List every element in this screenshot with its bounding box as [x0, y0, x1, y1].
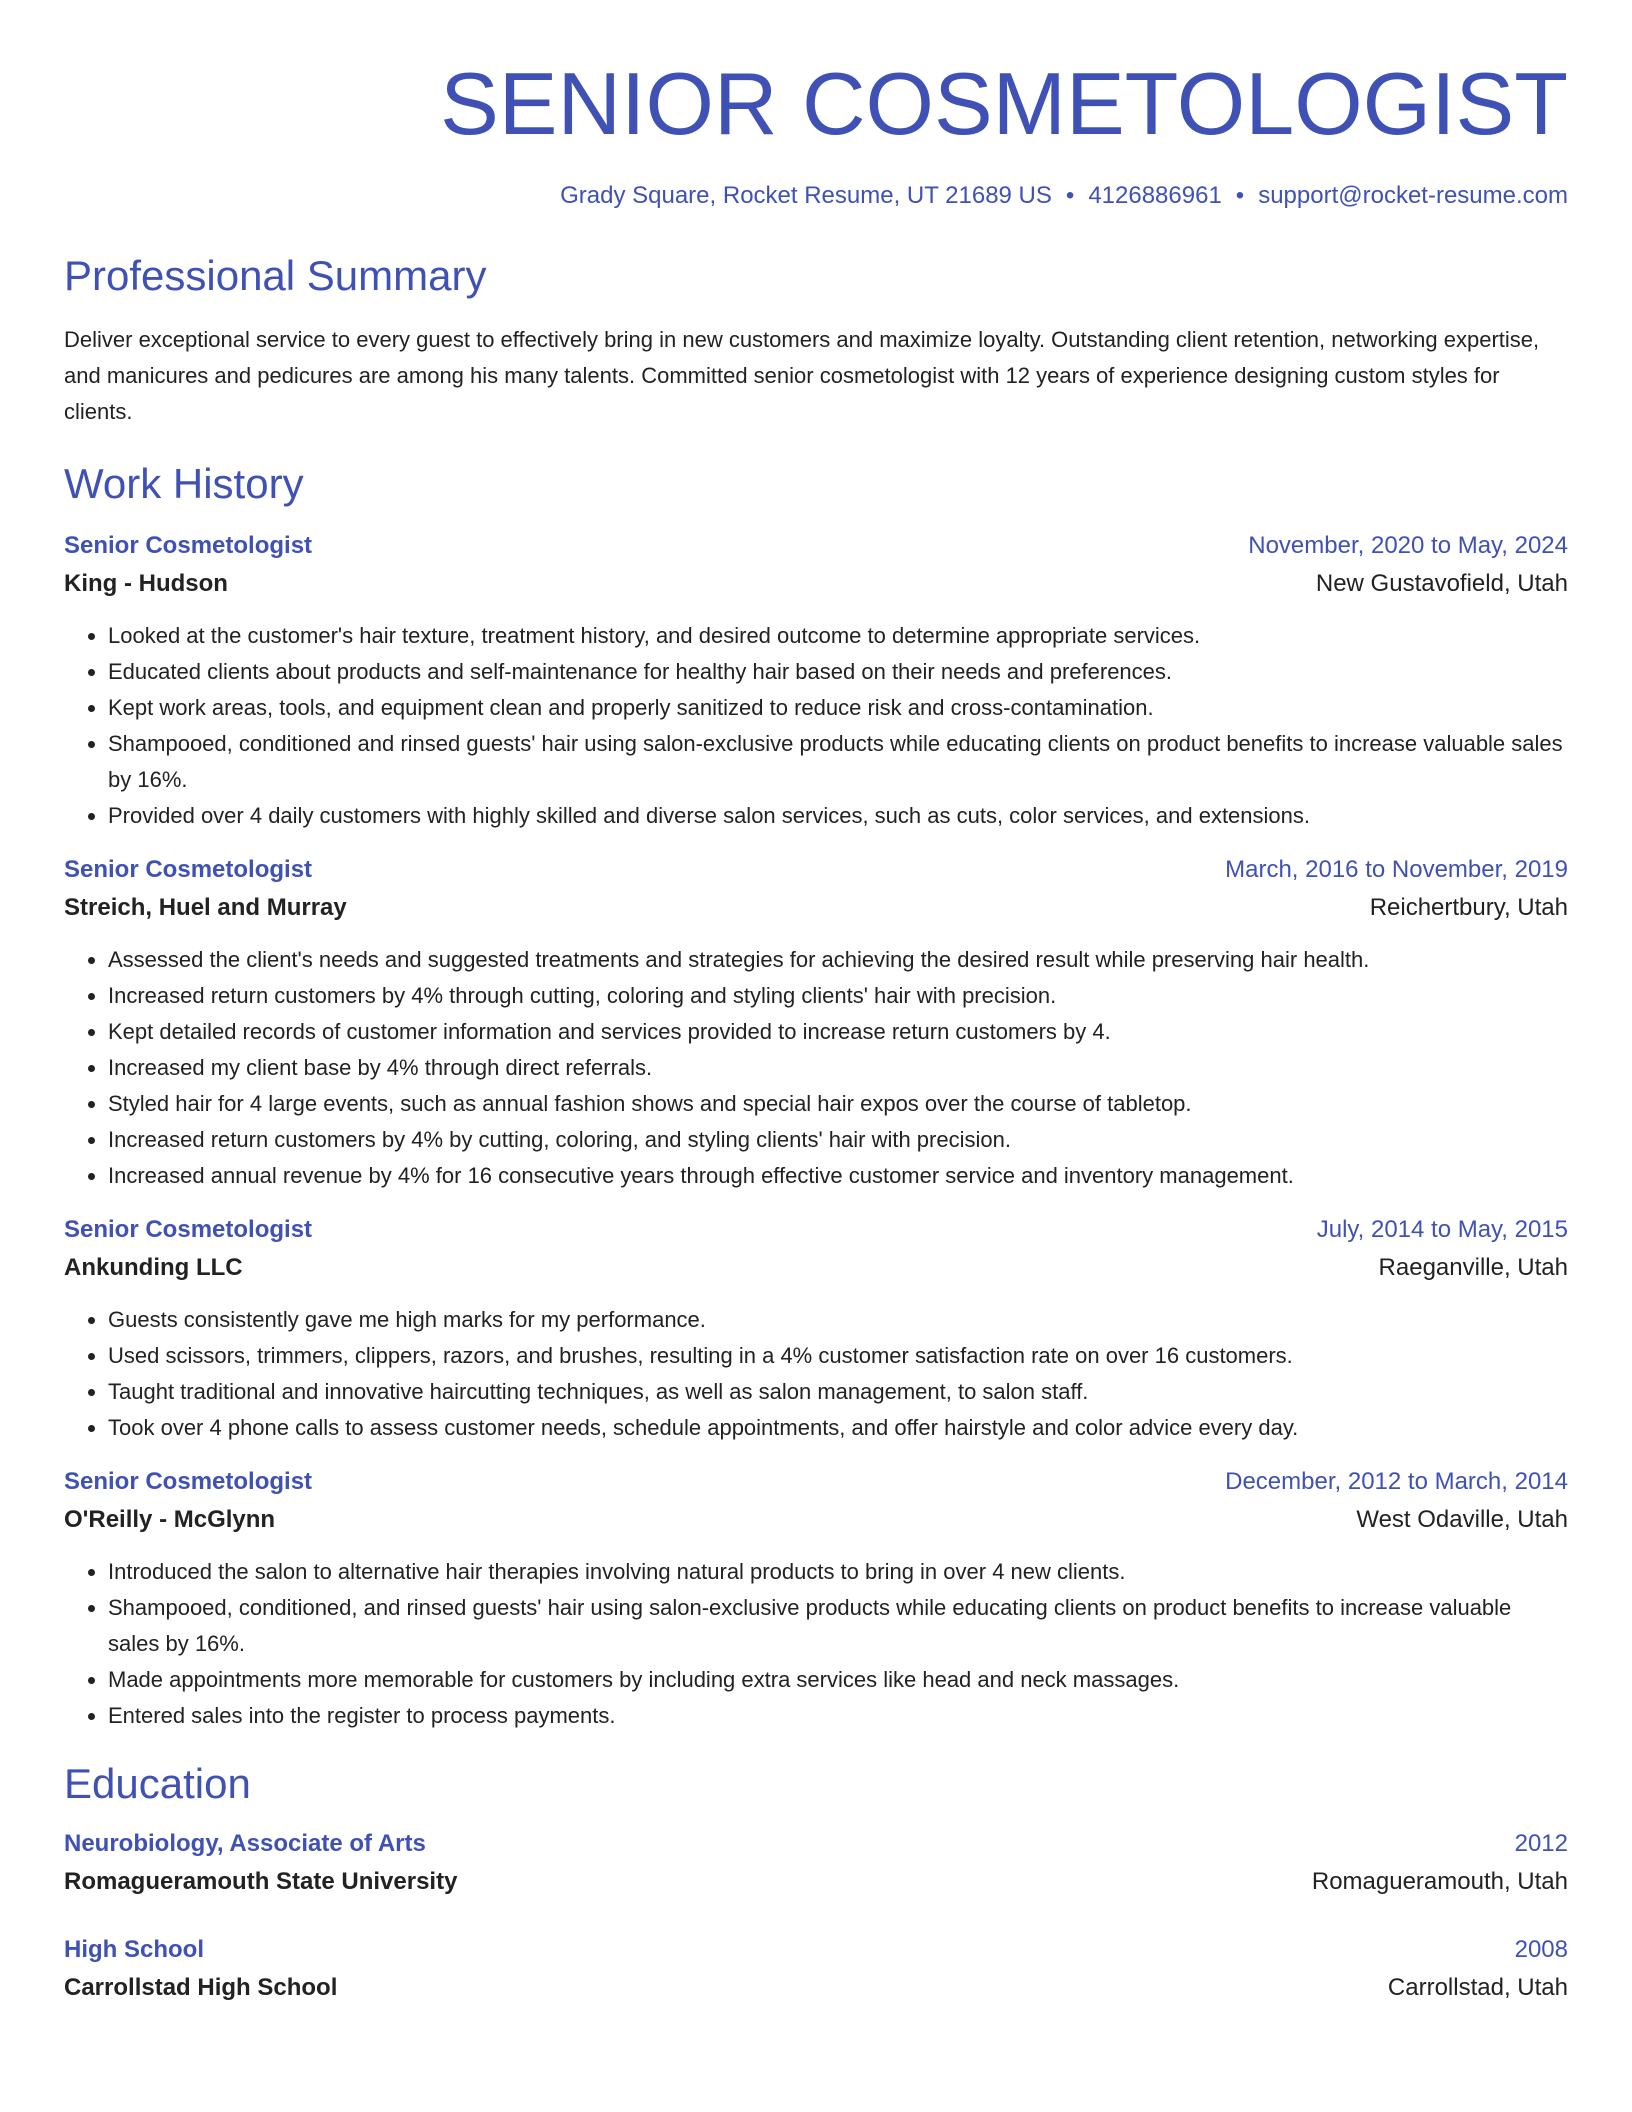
job-role: Senior Cosmetologist	[64, 1216, 313, 1243]
job-location: Raeganville, Utah	[1378, 1254, 1568, 1281]
job-title-row	[64, 528, 1568, 564]
education-heading: Education	[64, 1760, 251, 1807]
job-bullets	[64, 1554, 1568, 1734]
job-bullets	[64, 942, 1568, 1194]
job-bullet: • Shampooed, conditioned and rinsed guests' hair using salon-exclusive products while educating clients on product benefits to increase valuable sales by 16%.	[108, 726, 1568, 798]
education-school: Romagueramouth State University	[64, 1868, 458, 1895]
job-bullet: • Taught traditional and innovative haircutting techniques, as well as salon management, to salon staff.	[108, 1374, 1568, 1410]
contact-address: Grady Square, Rocket Resume, UT 21689 US	[560, 182, 1052, 209]
job-dates: March, 2016 to November, 2019	[1225, 856, 1568, 883]
job-bullet: • Looked at the customer's hair texture, treatment history, and desired outcome to determine appropriate services.	[108, 618, 1568, 654]
job-bullet: • Increased my client base by 4% through direct referrals.	[108, 1050, 1568, 1086]
job-bullet: • Increased return customers by 4% through cutting, coloring and styling clients' hair with precision.	[108, 978, 1568, 1014]
job-location: West Odaville, Utah	[1356, 1506, 1568, 1533]
education-degree-row	[64, 1932, 1568, 1968]
job-bullet: • Styled hair for 4 large events, such as annual fashion shows and special hair expos over the course of tabletop.	[108, 1086, 1568, 1122]
education-school: Carrollstad High School	[64, 1974, 338, 2001]
job-company-row	[64, 1500, 1568, 1540]
job-bullet: • Made appointments more memorable for customers by including extra services like head and neck massages.	[108, 1662, 1568, 1698]
education-year: 2012	[1514, 1830, 1568, 1857]
summary-text: Deliver exceptional service to every guest to effectively bring in new customers and maximize loyalty. Outstanding client retention, networking expertise, and manicures and pedicures are among his many talents. Committed senior cosmetologist with 12 years of experience designing custom styles for clients.	[64, 327, 1540, 424]
education-location: Romagueramouth, Utah	[1311, 1868, 1568, 1895]
job-bullet: • Provided over 4 daily customers with highly skilled and diverse salon services, such as cuts, color services, and extensions.	[108, 798, 1568, 834]
job-company-row	[64, 888, 1568, 928]
job-role: Senior Cosmetologist	[64, 532, 313, 559]
job-bullet: • Increased annual revenue by 4% for 16 consecutive years through effective customer service and inventory management.	[108, 1158, 1568, 1194]
job-bullet: • Entered sales into the register to process payments.	[108, 1698, 1568, 1734]
job-company: O'Reilly - McGlynn	[64, 1506, 276, 1533]
education-entry	[64, 1932, 1568, 2008]
job-bullet: • Used scissors, trimmers, clippers, razors, and brushes, resulting in a 4% customer satisfaction rate on over 16 customers.	[108, 1338, 1568, 1374]
education-degree: Neurobiology, Associate of Arts	[64, 1830, 426, 1857]
job-bullet: • Shampooed, conditioned, and rinsed guests' hair using salon-exclusive products while educating clients on product benefits to increase valuable sales by 16%.	[108, 1590, 1568, 1662]
education-entry	[64, 1826, 1568, 1902]
job-entry	[64, 1212, 1568, 1446]
education-year: 2008	[1514, 1936, 1568, 1963]
job-bullet: • Took over 4 phone calls to assess customer needs, schedule appointments, and offer hairstyle and color advice every day.	[108, 1410, 1568, 1446]
job-role: Senior Cosmetologist	[64, 1468, 313, 1495]
job-title-row	[64, 1464, 1568, 1500]
job-dates: December, 2012 to March, 2014	[1225, 1468, 1568, 1495]
contact-separator: •	[1235, 182, 1245, 209]
job-entry	[64, 1464, 1568, 1734]
job-bullet: • Educated clients about products and self-maintenance for healthy hair based on their needs and preferences.	[108, 654, 1568, 690]
job-bullet: • Assessed the client's needs and suggested treatments and strategies for achieving the desired result while preserving hair health.	[108, 942, 1568, 978]
job-bullet: • Increased return customers by 4% by cutting, coloring, and styling clients' hair with precision.	[108, 1122, 1568, 1158]
job-dates: July, 2014 to May, 2015	[1316, 1216, 1568, 1243]
job-bullet: • Guests consistently gave me high marks for my performance.	[108, 1302, 1568, 1338]
contact-email: support@rocket-resume.com	[1258, 182, 1568, 209]
work-history-heading: Work History	[64, 460, 304, 507]
job-bullet: • Kept detailed records of customer information and services provided to increase return customers by 4.	[108, 1014, 1568, 1050]
summary-heading: Professional Summary	[64, 252, 487, 299]
education-location: Carrollstad, Utah	[1387, 1974, 1568, 2001]
job-company-row	[64, 564, 1568, 604]
job-entry	[64, 528, 1568, 834]
education-degree: High School	[64, 1936, 204, 1963]
job-bullet: • Kept work areas, tools, and equipment clean and properly sanitized to reduce risk and cross-contamination.	[108, 690, 1568, 726]
job-entry	[64, 852, 1568, 1194]
job-title-row	[64, 852, 1568, 888]
education-school-row	[64, 1862, 1568, 1902]
job-role: Senior Cosmetologist	[64, 856, 313, 883]
resume-title: SENIOR COSMETOLOGIST	[440, 54, 1568, 153]
contact-separator: •	[1065, 182, 1075, 209]
job-company-row	[64, 1248, 1568, 1288]
job-title-row	[64, 1212, 1568, 1248]
job-company: Ankunding LLC	[64, 1254, 243, 1281]
education-school-row	[64, 1968, 1568, 2008]
job-bullets	[64, 618, 1568, 834]
job-company: King - Hudson	[64, 570, 228, 597]
contact-line	[64, 180, 1568, 212]
job-location: New Gustavofield, Utah	[1315, 570, 1568, 597]
education-degree-row	[64, 1826, 1568, 1862]
contact-phone: 4126886961	[1088, 182, 1222, 209]
resume-page	[64, 0, 1568, 2008]
job-dates: November, 2020 to May, 2024	[1248, 532, 1568, 559]
job-bullet: • Introduced the salon to alternative hair therapies involving natural products to bring in over 4 new clients.	[108, 1554, 1568, 1590]
job-bullets	[64, 1302, 1568, 1446]
job-location: Reichertbury, Utah	[1369, 894, 1568, 921]
job-company: Streich, Huel and Murray	[64, 894, 347, 921]
